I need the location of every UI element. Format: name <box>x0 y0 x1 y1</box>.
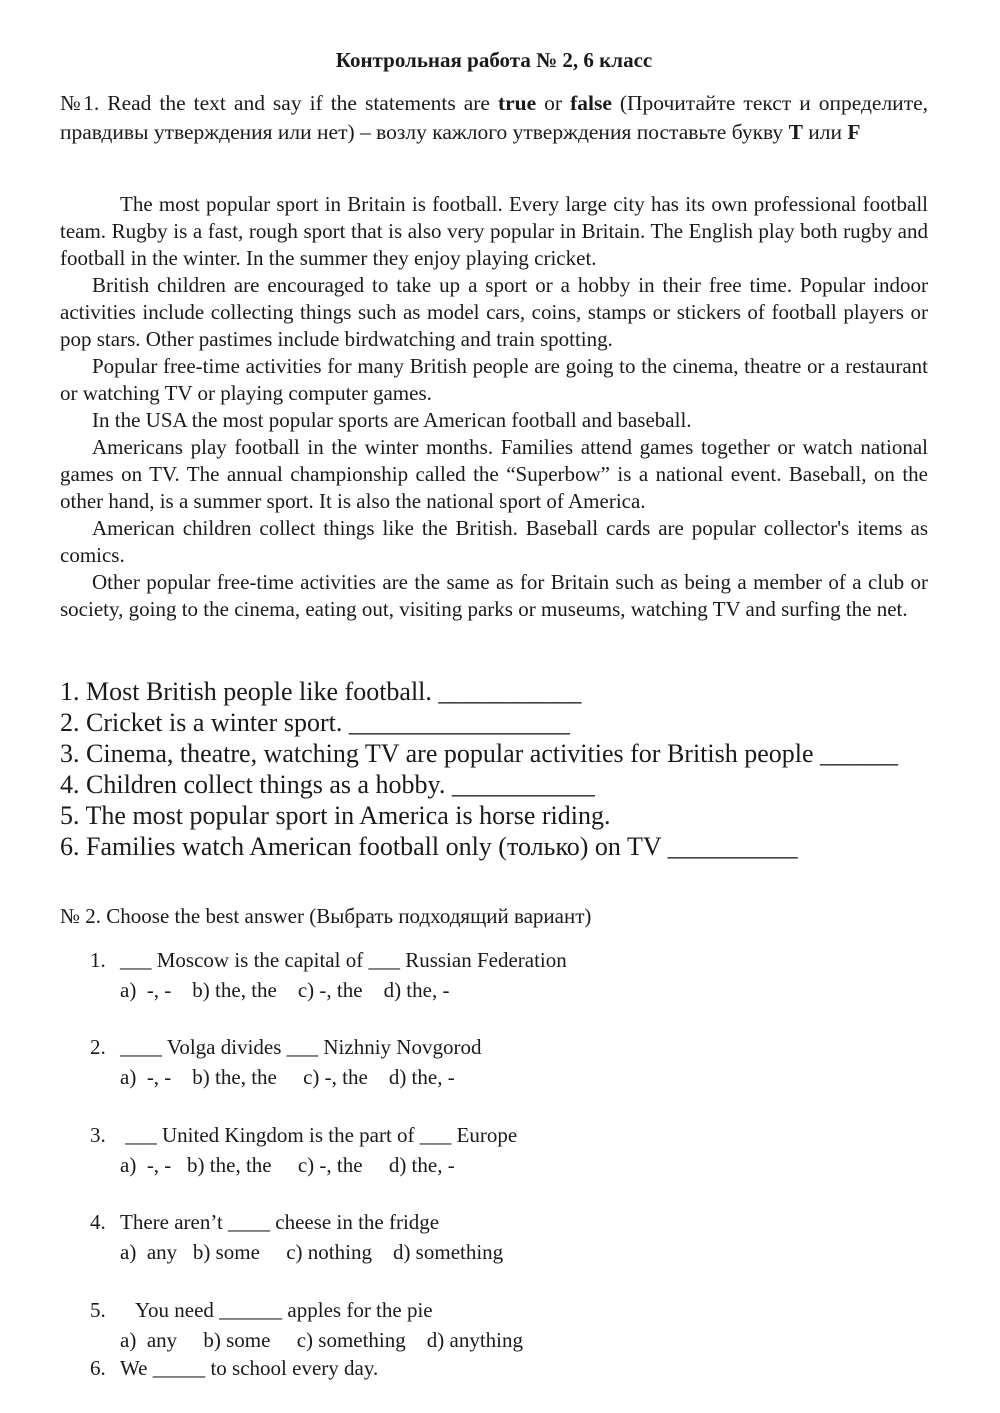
question-number: 6. <box>90 1356 106 1380</box>
statement: 3. Cinema, theatre, watching TV are popular activities for British people ______ <box>60 739 899 768</box>
question-number: 3. <box>90 1123 106 1147</box>
letter-f: F <box>847 119 861 144</box>
statement: 1. Most British people like football. ___________ <box>60 677 582 706</box>
paragraph: British children are encouraged to take up a sport or a hobby in their free time. Popular indoor activities include collecting things such as model cars, coins, stamps or stickers of football players or pop stars. Other pastimes include birdwatching and train spotting. <box>60 273 928 351</box>
page-title: Контрольная работа № 2, 6 класс <box>335 48 653 72</box>
statement: 5. The most popular sport in America is horse riding. <box>60 801 611 830</box>
question-number: 4. <box>90 1210 106 1234</box>
question-text: You need ______ apples for the pie <box>120 1298 433 1322</box>
paragraph: The most popular sport in Britain is football. Every large city has its own professional football team. Rugby is a fast, rough sport that is also very popular in Britain. The English play both rugby and football in the winter. In the summer they enjoy playing cricket. <box>60 192 928 270</box>
task1-tail: (Прочитайте текст и определите, правдивы утверждения или нет) – возлу кажлого утверждения поставьте букву <box>60 91 929 144</box>
question-text: ____ Volga divides ___ Nizhniy Novgorod <box>120 1035 482 1059</box>
question-text: There aren’t ____ cheese in the fridge <box>120 1210 440 1234</box>
paragraph: In the USA the most popular sports are American football and baseball. <box>92 408 692 432</box>
letter-t: T <box>788 119 803 144</box>
question-number: 1. <box>90 948 106 972</box>
question-5 <box>90 1298 433 1323</box>
question-3 <box>90 1123 517 1148</box>
true-word: true <box>497 91 537 115</box>
paragraph: Other popular free-time activities are the same as for Britain such as being a member of a club or society, going to the cinema, eating out, visiting parks or museums, watching TV and surfing the net. <box>60 570 928 621</box>
question-2 <box>90 1035 481 1060</box>
statement: 2. Cricket is a winter sport. _________________ <box>60 708 570 737</box>
or-ru: или <box>802 119 848 144</box>
question-text: ___ United Kingdom is the part of ___ Europe <box>120 1123 518 1147</box>
statement: 6. Families watch American football only (только) on TV __________ <box>60 832 798 861</box>
or-word: or <box>536 91 571 115</box>
question-3-options: a) -, - b) the, the c) -, the d) the, - <box>120 1153 455 1177</box>
statements-list <box>60 676 940 862</box>
question-text: We _____ to school every day. <box>120 1356 379 1380</box>
reading-text <box>60 191 928 623</box>
question-number: 2. <box>90 1035 106 1059</box>
statement: 4. Children collect things as a hobby. ___________ <box>60 770 595 799</box>
question-2-options: a) -, - b) the, the c) -, the d) the, - <box>120 1065 455 1089</box>
question-6 <box>90 1356 378 1381</box>
question-4 <box>90 1210 439 1235</box>
task2-heading: № 2. Choose the best answer (Выбрать подходящий вариант) <box>60 904 592 928</box>
false-word: false <box>570 91 612 115</box>
question-4-options: a) any b) some c) nothing d) something <box>120 1240 504 1264</box>
task1-lead: №1. Read the text and say if the statements are <box>60 91 498 115</box>
question-1-options: a) -, - b) the, the c) -, the d) the, - <box>120 978 450 1002</box>
question-5-options: a) any b) some c) something d) anything <box>120 1328 523 1352</box>
paragraph: American children collect things like the British. Baseball cards are popular collector's items as comics. <box>60 516 928 567</box>
paragraph: Popular free-time activities for many British people are going to the cinema, theatre or a restaurant or watching TV or playing computer games. <box>60 354 928 405</box>
question-number: 5. <box>90 1298 106 1322</box>
question-text: ___ Moscow is the capital of ___ Russian Federation <box>120 948 567 972</box>
question-1 <box>90 948 567 973</box>
task1-instructions <box>60 89 928 146</box>
paragraph: Americans play football in the winter months. Families attend games together or watch national games on TV. The annual championship called the “Superbow” is a national event. Baseball, on the other hand, is a summer sport. It is also the national sport of America. <box>60 435 928 513</box>
